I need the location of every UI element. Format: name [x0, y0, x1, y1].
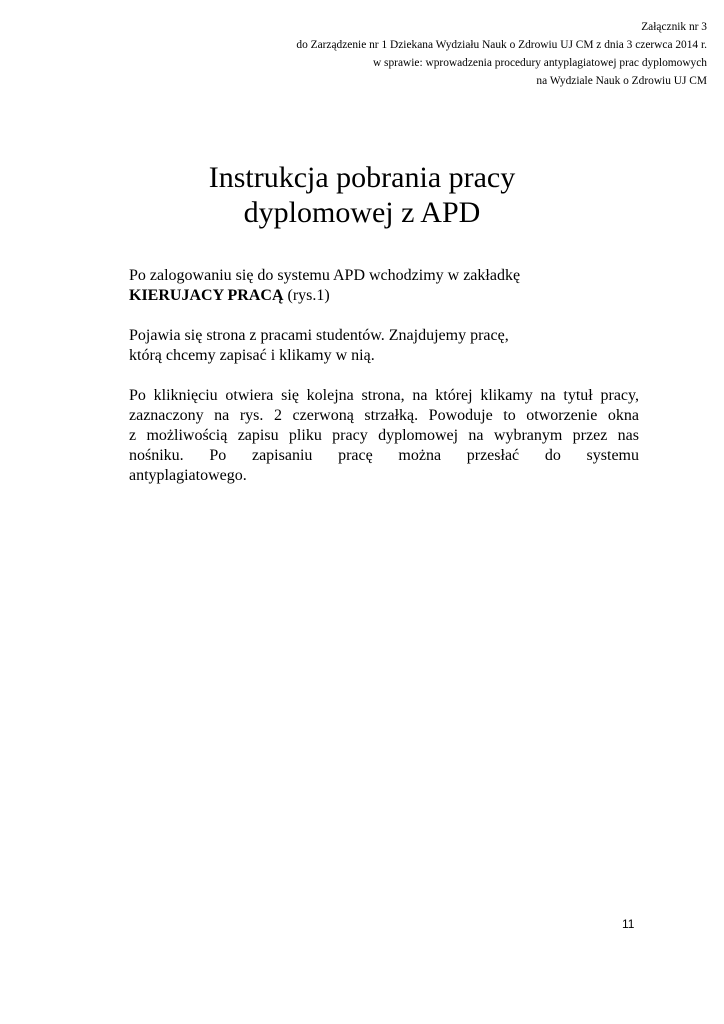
page-number: 11: [622, 917, 635, 931]
paragraph-save-file-line-5: antyplagiatowego.: [129, 467, 247, 484]
paragraph-save-file-line-2: zaznaczony na rys. 2 czerwoną strzałką. Powoduje to otworzenie okna: [129, 407, 639, 424]
paragraph-save-file-line-4: nośniku. Po zapisaniu pracę można przesłać do systemu: [129, 447, 639, 464]
header-line-3: w sprawie: wprowadzenia procedury antyplagiatowej prac dyplomowych: [372, 57, 707, 69]
document-title: [0, 160, 724, 230]
paragraph-login-line-1: Po zalogowaniu się do systemu APD wchodzimy w zakładkę: [129, 267, 521, 284]
tab-name-emphasis: KIERUJACY PRACĄ: [129, 287, 284, 304]
paragraph-student-works: [129, 326, 639, 366]
header-line-4: na Wydziale Nauk o Zdrowiu UJ CM: [536, 75, 707, 87]
header-line-2: do Zarządzenie nr 1 Dziekana Wydziału Nauk o Zdrowiu UJ CM z dnia 3 czerwca 2014 r.: [296, 39, 707, 51]
header-line-1: Załącznik nr 3: [641, 21, 707, 33]
title-line-1: Instrukcja pobrania pracy: [208, 161, 516, 194]
paragraph-student-works-line-2: którą chcemy zapisać i klikamy w nią.: [129, 347, 375, 364]
paragraph-student-works-line-1: Pojawia się strona z pracami studentów. Znajdujemy pracę,: [129, 327, 509, 344]
paragraph-save-file: [129, 386, 639, 486]
paragraph-login: [129, 266, 639, 306]
paragraph-login-line-2: [129, 286, 639, 306]
paragraph-save-file-line-3: z możliwością zapisu pliku pracy dyplomowej na wybranym przez nas: [129, 427, 639, 444]
document-body: [129, 266, 639, 506]
figure-reference: (rys.1): [283, 287, 330, 304]
paragraph-save-file-line-1: Po kliknięciu otwiera się kolejna strona, na której klikamy na tytuł pracy,: [129, 387, 639, 404]
title-line-2: dyplomowej z APD: [243, 196, 481, 229]
document-header: [296, 18, 707, 90]
